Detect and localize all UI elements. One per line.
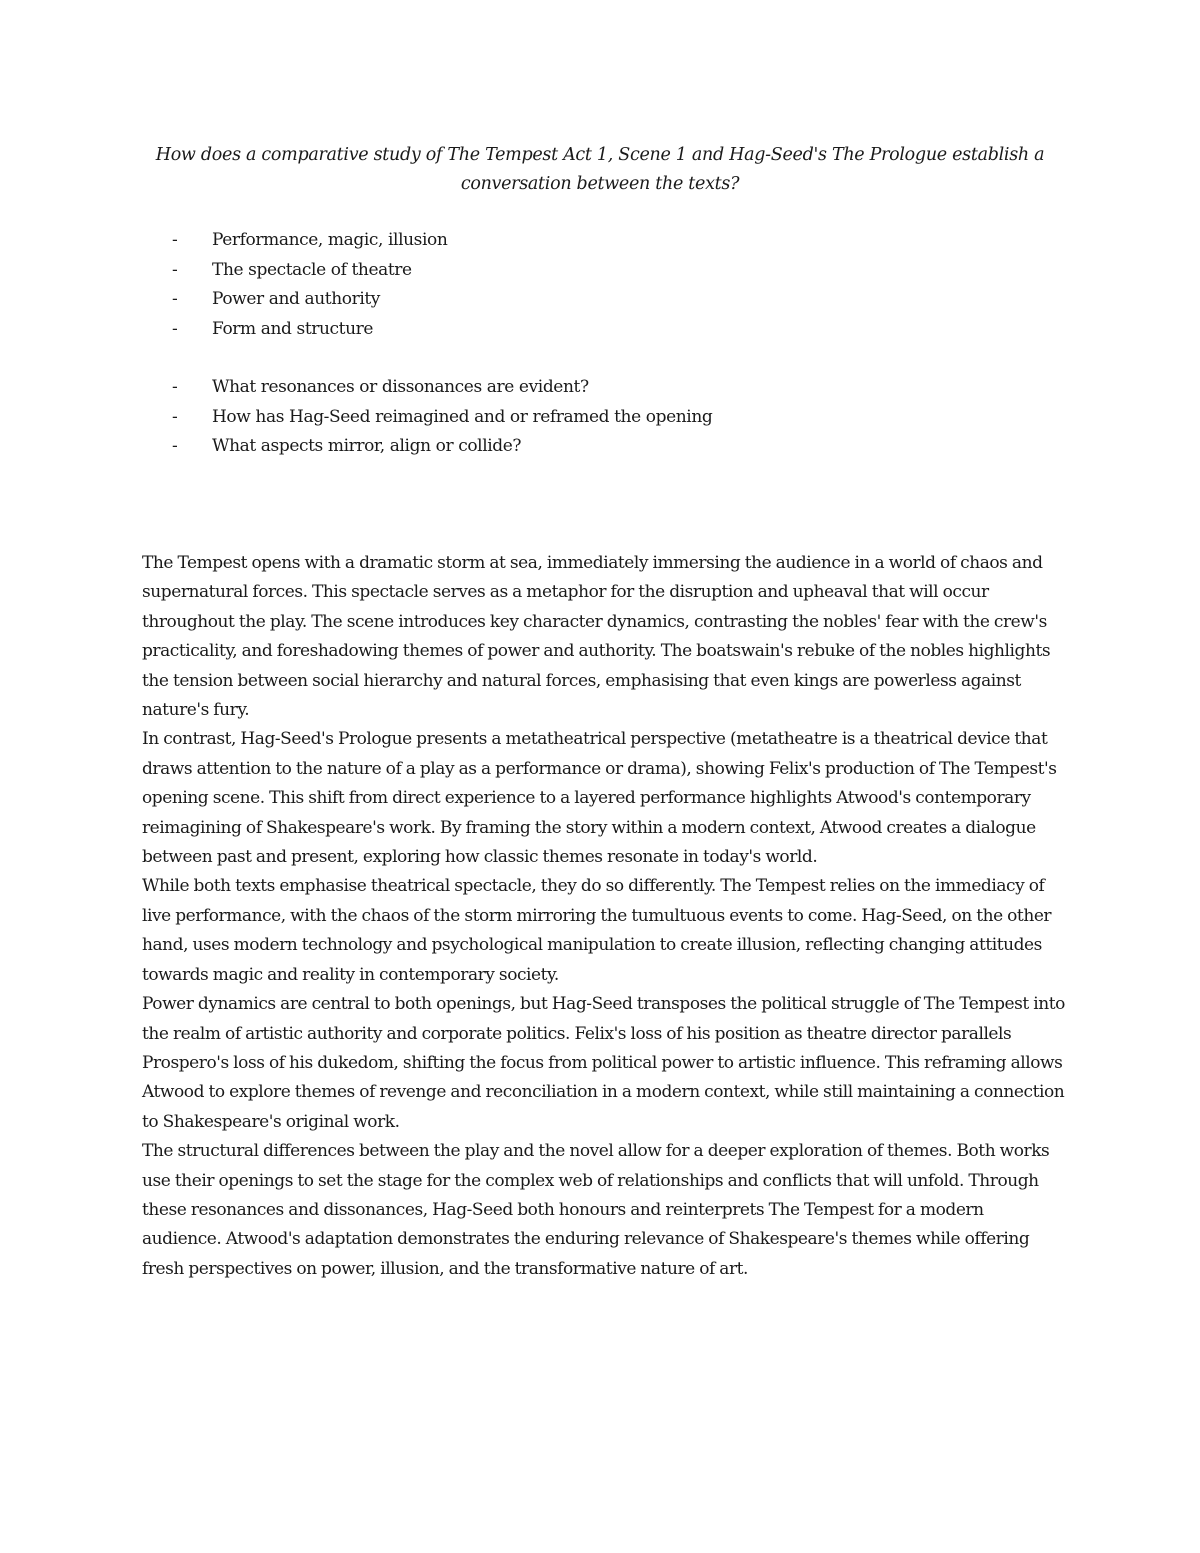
essay-body [142, 549, 1067, 1284]
bullet-dash: - [172, 436, 178, 456]
bullet-list-questions [172, 373, 872, 462]
essay-paragraph-4: Power dynamics are central to both openings, but Hag-Seed transposes the political struggle of The Tempest into the realm of artistic authority and corporate politics. Felix's loss of his position as theatre director parallels Prospero's loss of his dukedom, shifting the focus from political power to artistic influence. This reframing allows Atwood to explore themes of revenge and reconciliation in a modern context, while still maintaining a connection to Shakespeare's original work. [142, 994, 1065, 1132]
list-item [172, 256, 872, 286]
heading-line-2: conversation between the texts? [460, 174, 740, 194]
list-item [172, 315, 872, 345]
essay-paragraph-2: In contrast, Hag-Seed's Prologue presents a metatheatrical perspective (metatheatre is a theatrical device that draws attention to the nature of a play as a performance or drama), showing Felix's production of The Tempest's opening scene. This shift from direct experience to a layered performance highlights Atwood's contemporary reimagining of Shakespeare's work. By framing the story within a modern context, Atwood creates a dialogue between past and present, exploring how classic themes resonate in today's world. [142, 729, 1057, 868]
heading-line-1: How does a comparative study of The Tempest Act 1, Scene 1 and Hag-Seed's The Prologue establish a [155, 145, 1045, 165]
bullet-text: What aspects mirror, align or collide? [212, 436, 522, 456]
bullet-dash: - [172, 230, 178, 250]
bullet-dash: - [172, 406, 178, 427]
list-item [172, 373, 872, 403]
bullet-text: How has Hag-Seed reimagined and or reframed the opening [212, 406, 713, 427]
bullet-dash: - [172, 377, 178, 397]
bullet-list-topics [172, 226, 872, 344]
bullet-text: Power and authority [212, 289, 380, 309]
bullet-text: Form and structure [212, 318, 374, 339]
bullet-dash: - [172, 318, 178, 339]
list-item [172, 432, 872, 462]
list-item [172, 403, 872, 433]
bullet-text: The spectacle of theatre [212, 259, 412, 280]
bullet-text: What resonances or dissonances are evident? [212, 377, 589, 397]
bullet-dash: - [172, 289, 178, 309]
essay-paragraph-3: While both texts emphasise theatrical spectacle, they do so differently. The Tempest relies on the immediacy of live performance, with the chaos of the storm mirroring the tumultuous events to come. Hag-Seed, on the other hand, uses modern technology and psychological manipulation to create illusion, reflecting changing attitudes towards magic and reality in contemporary society. [142, 876, 1052, 985]
bullet-text: Performance, magic, illusion [212, 230, 448, 250]
document-heading [150, 141, 1050, 199]
list-item [172, 285, 872, 315]
list-item [172, 226, 872, 256]
essay-paragraph-1: The Tempest opens with a dramatic storm at sea, immediately immersing the audience in a world of chaos and supernatural forces. This spectacle serves as a metaphor for the disruption and upheaval that will occur throughout the play. The scene introduces key character dynamics, contrasting the nobles' fear with the crew's practicality, and foreshadowing themes of power and authority. The boatswain's rebuke of the nobles highlights the tension between social hierarchy and natural forces, emphasising that even kings are powerless against nature's fury. [142, 553, 1051, 721]
bullet-dash: - [172, 259, 178, 280]
essay-paragraph-5: The structural differences between the play and the novel allow for a deeper exploration of themes. Both works use their openings to set the stage for the complex web of relationships and conflicts that will unfold. Through these resonances and dissonances, Hag-Seed both honours and reinterprets The Tempest for a modern audience. Atwood's adaptation demonstrates the enduring relevance of Shakespeare's themes while offering fresh perspectives on power, illusion, and the transformative nature of art. [142, 1141, 1050, 1279]
